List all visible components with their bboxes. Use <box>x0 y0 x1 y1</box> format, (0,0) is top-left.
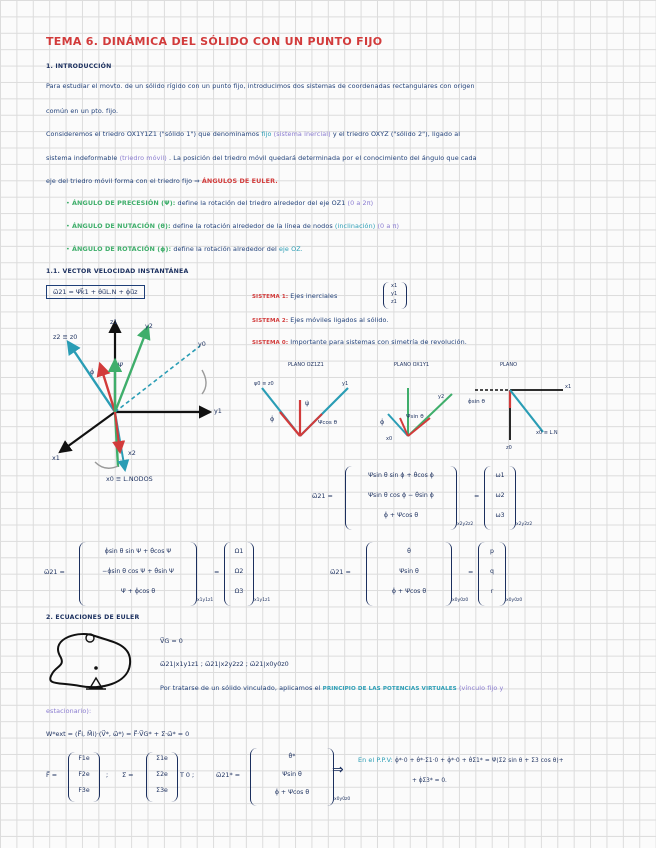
plane1-phi-label: ϕ̇ <box>270 415 275 423</box>
virtual-power-equation: W*ext = (F⃗i, M⃗i)·(V⃗*, ω⃗*) = F⃗·V⃗G* + Σ⃗·ω⃗* = 0 <box>46 730 190 738</box>
sistema2-text: Ejes móviles ligados al sólido. <box>290 316 389 324</box>
euler-paragraph-line2: estacionario): <box>46 707 92 715</box>
bullet-dot: • <box>66 222 70 230</box>
bullet-dot: • <box>66 245 70 253</box>
text-span: Consideremos el triedro OX1Y1Z1 ("sólido 1") que denominamos <box>46 130 260 138</box>
label-y0: y0 <box>198 340 206 348</box>
plane1-top-label: ψ0 ≡ z0 <box>254 381 274 387</box>
force-row1: F1e <box>78 755 90 762</box>
bullet-nutacion <box>66 222 399 230</box>
sistema1-vec-z: z1 <box>391 299 397 305</box>
text-span: eje del triedro móvil forma con el triedro fijo ⇒ <box>46 177 200 185</box>
mat20-rhs <box>478 542 506 606</box>
ppv-label: En el P.P.V: <box>358 756 393 764</box>
rotacion-axis: eje OZ. <box>279 245 303 253</box>
principio-keyword: PRINCIPIO DE LAS POTENCIAS VIRTUALES <box>322 686 457 692</box>
sistema0-line <box>252 338 467 346</box>
sistema1-vec-x: x1 <box>391 283 398 289</box>
ppv-eq1: ϕ̇*·0 + θ̇*·Σ1·0 + ϕ̇*·0 + θ̇Σ1* = Ψ̇(Σ2 sin θ + Σ3 cos θ)+ <box>394 758 564 764</box>
equals: = <box>468 568 474 576</box>
force-label: F⃗ = <box>46 771 58 779</box>
plane2-psisin-label: Ψ̇sin θ <box>406 414 424 420</box>
omega-star-row2: Ψ̇sin θ <box>282 771 302 778</box>
plane1-phi-vector <box>280 412 300 436</box>
omega-star-row3: ϕ̇ + Ψ̇cos θ <box>274 789 310 796</box>
mat21-rhs2: ω2 <box>495 492 505 499</box>
triedro-paragraph-line2 <box>46 154 477 162</box>
label-phi-dot: ϕ̇ <box>90 368 95 376</box>
nutacion-text: define la rotación alrededor de la línea de nodos <box>172 222 333 230</box>
euler-eq1: V⃗G = 0 <box>160 637 183 645</box>
rotation-arc <box>95 462 118 468</box>
plane3-diagram <box>465 382 575 452</box>
plane2-phi-label: ϕ̇ <box>380 418 385 426</box>
mat21b-row1: ϕ̇sin θ sin Ψ + θ̇cos Ψ <box>104 548 172 555</box>
force-matrix <box>68 752 100 802</box>
force-row3: F3e <box>78 787 90 794</box>
omega-star-subscript: x0y0z0 <box>334 797 351 802</box>
plane2-x0-label: x0 <box>386 436 393 442</box>
rotation-arc <box>202 370 206 394</box>
mat20-rhs-subscript: x0y0z0 <box>506 598 523 603</box>
equals: = <box>214 568 220 576</box>
text-span: y el triedro OXYZ ("sólido 2"), ligado al <box>332 130 461 138</box>
mat21-subscript: x2y2z2 <box>457 522 474 527</box>
mat21-row1: Ψ̇sin θ sin ϕ + θ̇cos ϕ <box>368 472 434 479</box>
mat21b-rhs1: Ω1 <box>234 548 244 555</box>
intro-paragraph-line1: Para estudiar el movto. de un sólido rígido con un punto fijo, introducimos dos sistemas de coordenadas rectangulares con origen <box>46 82 475 90</box>
plane3-x1-label: x1 <box>565 384 572 390</box>
plane3-z0-label: z0 <box>506 445 512 451</box>
rigid-body-sketch <box>40 626 140 696</box>
implies-arrow: ⇒ <box>332 762 344 778</box>
plane3-phisin-label: ϕ̇sin θ <box>468 399 485 405</box>
axis-x1 <box>60 412 115 452</box>
intro-paragraph-line2: común en un pto. fijo. <box>46 107 119 115</box>
plane2-diagram <box>372 374 462 444</box>
mat21b-rhs-subscript: x1y1z1 <box>254 598 271 603</box>
inercial-note: (sistema inercial) <box>273 130 331 138</box>
section-heading-euler: 2. ECUACIONES DE EULER <box>46 614 140 621</box>
fijo-keyword: fijo <box>261 130 272 138</box>
mat21-row2: Ψ̇sin θ cos ϕ − θ̇sin ϕ <box>368 492 434 499</box>
text-span: . La posición del triedro móvil quedará determinada por el conocimiento del ángulo que cada <box>169 154 477 162</box>
plane3-diag-vector <box>510 390 543 432</box>
sistema1-vector <box>383 282 407 309</box>
mat21-rhs3: ω3 <box>495 512 505 519</box>
text-span: Por tratarse de un sólido vinculado, aplicamos el <box>160 684 321 692</box>
mat21-label: ω⃗21 = <box>312 492 333 500</box>
page-title: TEMA 6. DINÁMICA DEL SÓLIDO CON UN PUNTO FIJO <box>46 35 383 48</box>
mat21b-rhs <box>224 542 254 606</box>
plane3-nodes-label: x0 ≡ L.N <box>536 430 558 436</box>
precesion-name: ÁNGULO DE PRECESIÓN (Ψ): <box>72 199 176 207</box>
bullet-dot: • <box>66 199 70 207</box>
plane1-psicos-label: Ψcos θ <box>318 420 338 426</box>
axis-z2z0 <box>68 342 115 412</box>
euler-paragraph-line1 <box>160 684 503 692</box>
moment-matrix <box>146 752 178 802</box>
mat21-matrix <box>345 466 457 530</box>
mat20-label: ω⃗21 = <box>330 568 351 576</box>
plane2-phi <box>400 418 408 436</box>
force-row2: F2e <box>78 771 90 778</box>
mat21-rhs-subscript: x2y2z2 <box>516 522 533 527</box>
mat21-rhs1: ω1 <box>495 472 505 479</box>
mat21b-subscript: x1y1z1 <box>197 598 214 603</box>
mat20-row3: ϕ̇ + Ψ̇cos θ <box>391 588 427 595</box>
bullet-rotacion <box>66 245 303 253</box>
sistema0-text: Importante para sistemas con simetría de revolución. <box>290 338 467 346</box>
label-x1: x1 <box>52 454 60 462</box>
plane-label: PLANO <box>500 362 518 368</box>
plane-oz1z1-label: PLANO OZ1Z1 <box>288 362 324 368</box>
moment-label: Σ⃗ = <box>122 771 134 779</box>
mat21b-matrix <box>79 542 197 606</box>
label-z2z0: z2 ≡ z0 <box>53 333 78 341</box>
mat20-rhs2: q <box>490 568 494 575</box>
mat21b-label: ω⃗21 = <box>44 568 65 576</box>
section-heading-introduccion: 1. INTRODUCCIÓN <box>46 63 112 70</box>
rotacion-text: define la rotación alrededor del <box>173 245 277 253</box>
label-y2: y2 <box>145 322 153 330</box>
ppv-eq2: + ϕ̇Σ3* = 0. <box>412 778 447 784</box>
mat21b-rhs3: Ω3 <box>234 588 244 595</box>
moment-row1: Σ1e <box>156 755 168 762</box>
mat20-row2: Ψ̇sin θ <box>399 568 419 575</box>
axis-y2 <box>115 327 148 412</box>
triedro-paragraph-line3 <box>46 177 278 185</box>
label-x2: x2 <box>128 449 136 457</box>
ppv-line1 <box>358 756 564 764</box>
euler-angles-keyword: ÁNGULOS DE EULER. <box>201 177 278 185</box>
plane2-axis-label: y2 <box>438 394 445 400</box>
movil-note: (triedro móvil) <box>119 154 167 162</box>
angular-velocity-boxed-equation: ω⃗21 = Ψ̇k⃗1 + θ̇u⃗L.N + ϕ̇u⃗z <box>46 285 145 299</box>
label-x0-nodes: x0 ≡ L.NODOS <box>106 475 153 483</box>
mat20-rhs1: p <box>490 548 494 555</box>
triedro-paragraph-line1 <box>46 130 460 138</box>
vinculo-note: (vínculo fijo y <box>458 684 504 692</box>
sistema0-label: SISTEMA 0: <box>252 340 289 346</box>
section-heading-velocidad: 1.1. VECTOR VELOCIDAD INSTANTÁNEA <box>46 268 189 275</box>
label-y1: y1 <box>214 407 222 415</box>
mat21-row3: ϕ̇ + Ψ̇cos θ <box>383 512 419 519</box>
plane2-psisin <box>408 418 430 436</box>
mat21b-rhs2: Ω2 <box>234 568 244 575</box>
plane-ox1y1-label: PLANO OX1Y1 <box>394 362 430 368</box>
nutacion-name: ÁNGULO DE NUTACIÓN (θ): <box>72 222 171 230</box>
separator: ; <box>106 771 109 779</box>
rotacion-name: ÁNGULO DE ROTACIÓN (ϕ): <box>72 245 172 253</box>
mat20-row1: θ̇ <box>407 548 411 555</box>
moment-row2: Σ2e <box>156 771 168 778</box>
sistema1-text: Ejes inerciales <box>290 292 338 300</box>
t-zero: T 0 ; <box>180 771 195 779</box>
bullet-precesion <box>66 199 373 207</box>
precesion-text: define la rotación del triedro alrededor del eje OZ1 <box>177 199 346 207</box>
inclinacion-note: (inclinación) <box>334 222 376 230</box>
sistema1-label: SISTEMA 1: <box>252 294 289 300</box>
fixed-point <box>94 666 98 670</box>
euler-eq2: ω⃗21|x1y1z1 ; ω⃗21|x2y2z2 ; ω⃗21|x0y0z0 <box>160 660 289 668</box>
mat20-matrix <box>366 542 452 606</box>
plane1-psi-label: ψ̇ <box>305 399 310 407</box>
mat21-rhs <box>484 466 516 530</box>
sistema1-vec-y: y1 <box>391 291 398 297</box>
sistema2-line <box>252 316 389 324</box>
mat20-subscript: x0y0z0 <box>452 598 469 603</box>
equals: = <box>474 492 480 500</box>
plane1-axis-label: y1 <box>342 381 349 387</box>
omega-star-label: ω⃗21* = <box>216 771 241 779</box>
phi-dot-vector <box>100 364 115 412</box>
sistema1-line <box>252 292 337 300</box>
precesion-range: (0 a 2π) <box>347 199 374 207</box>
moment-row3: Σ3e <box>156 787 168 794</box>
mat20-rhs3: r <box>490 588 494 595</box>
sistema2-label: SISTEMA 2: <box>252 318 289 324</box>
mat21b-row3: Ψ̇ + ϕ̇cos θ <box>120 588 156 595</box>
nutacion-range: (0 a π) <box>377 222 400 230</box>
omega-star-matrix <box>250 748 334 806</box>
text-span: sistema indeformable <box>46 154 118 162</box>
mat21b-row2: −ϕ̇sin θ cos Ψ + θ̇sin Ψ <box>102 568 174 575</box>
omega-star-row1: θ̇* <box>288 753 296 760</box>
label-psi-dot: Ψ̇ <box>118 361 124 369</box>
plane2-x0 <box>388 414 408 436</box>
label-z1: z1 <box>110 318 118 326</box>
